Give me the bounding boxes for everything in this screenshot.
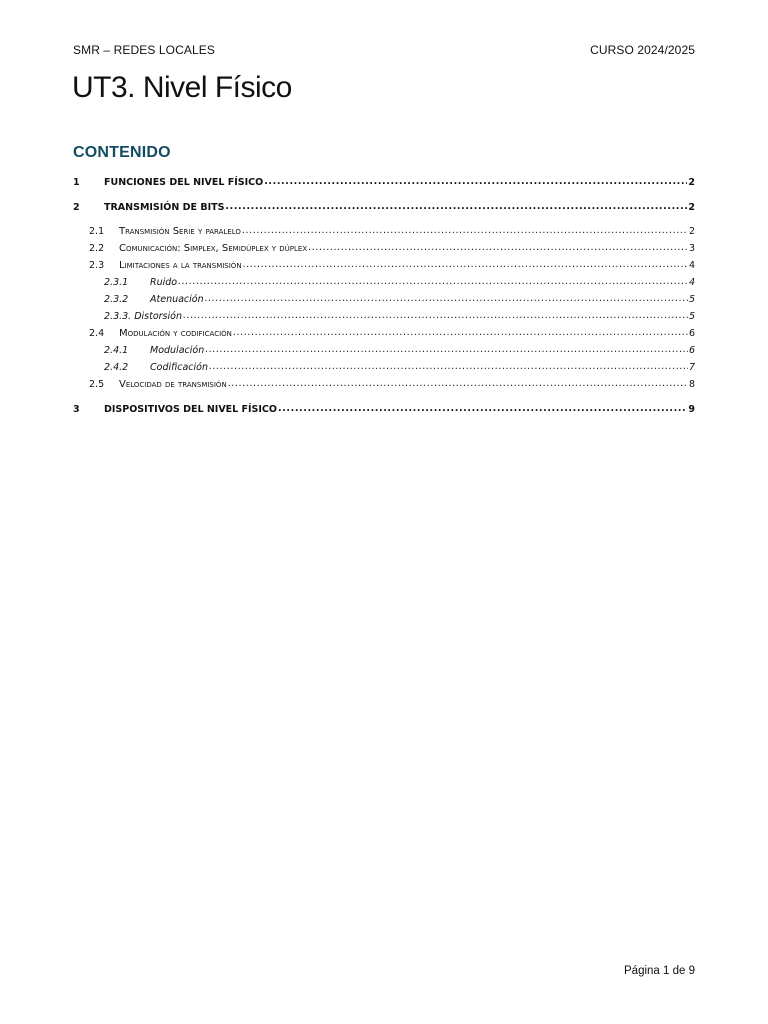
toc-entry-number: 2.1 [89, 226, 105, 237]
toc-entry-page: 2 [688, 177, 695, 188]
toc-entry[interactable] [73, 306, 695, 322]
toc-dot-leader [233, 327, 688, 339]
toc-entry-number: 2.4.1 [104, 345, 129, 356]
toc-entry[interactable] [73, 238, 695, 254]
toc-entry-title: TRANSMISIÓN DE BITS [104, 202, 225, 213]
toc-entry-title: Transmisión Serie y paralelo [119, 226, 241, 237]
toc-entry-number: 1 [73, 177, 80, 188]
toc-dot-leader [183, 310, 688, 322]
toc-entry-number: 2.3.3. [104, 311, 132, 322]
toc-entry-number: 2.3.1 [104, 277, 129, 288]
toc-entry[interactable] [73, 399, 695, 415]
toc-entry-page: 6 [688, 328, 695, 339]
toc-entry-title: Velocidad de transmisión [119, 379, 227, 390]
toc-entry-title: Comunicación: Simplex, Semidúplex y dúplex [119, 243, 308, 254]
toc-entry[interactable] [73, 357, 695, 373]
toc-entry-title: Modulación [150, 345, 205, 356]
header-school-year: CURSO 2024/2025 [590, 43, 695, 57]
toc-entry-page: 2 [688, 202, 695, 213]
toc-dot-leader [205, 344, 688, 356]
toc-entry-page: 5 [688, 311, 695, 322]
toc-entry[interactable] [73, 172, 695, 188]
toc-entry[interactable] [73, 374, 695, 390]
toc-entry[interactable] [73, 221, 695, 237]
toc-entry-page: 9 [688, 404, 695, 415]
toc-entry-title: Codificación [150, 362, 208, 373]
toc-dot-leader [264, 176, 687, 188]
toc-entry[interactable] [73, 272, 695, 288]
toc-entry-number: 2.4.2 [104, 362, 129, 373]
toc-dot-leader [242, 225, 688, 237]
toc-entry-title: DISPOSITIVOS DEL NIVEL FÍSICO [104, 404, 277, 415]
toc-entry-page: 7 [688, 362, 695, 373]
toc-entry[interactable] [73, 340, 695, 356]
toc-dot-leader [243, 259, 688, 271]
toc-entry-page: 4 [688, 260, 695, 271]
toc-entry-page: 5 [688, 294, 695, 305]
toc-entry-title: Distorsión [134, 311, 182, 322]
toc-dot-leader [178, 276, 688, 288]
toc-entry-page: 8 [688, 379, 695, 390]
toc-entry-title: Atenuación [150, 294, 204, 305]
toc-entry-title: Limitaciones a la transmisión [119, 260, 242, 271]
toc-entry-page: 6 [688, 345, 695, 356]
toc-entry-number: 3 [73, 404, 80, 415]
toc-dot-leader [278, 403, 687, 415]
toc-entry-page: 3 [688, 243, 695, 254]
footer-page-number: Página 1 de 9 [624, 965, 695, 977]
toc-entry-number: 2.4 [89, 328, 105, 339]
toc-dot-leader [225, 201, 687, 213]
toc-entry-title: Modulación y codificación [119, 328, 232, 339]
toc-heading: CONTENIDO [73, 144, 171, 161]
toc-entry-number: 2.5 [89, 379, 105, 390]
toc-dot-leader [209, 361, 688, 373]
toc-entry-page: 2 [688, 226, 695, 237]
toc-entry[interactable] [73, 197, 695, 213]
toc-dot-leader [228, 378, 688, 390]
toc-entry[interactable] [73, 323, 695, 339]
toc-entry[interactable] [73, 289, 695, 305]
toc-entry-number: 2 [73, 202, 80, 213]
header-course-name: SMR – REDES LOCALES [73, 43, 215, 57]
toc-dot-leader [308, 242, 688, 254]
toc-entry-number: 2.3.2 [104, 294, 129, 305]
toc-dot-leader [205, 293, 688, 305]
toc-entry-title: Ruido [150, 277, 178, 288]
toc-entry-page: 4 [688, 277, 695, 288]
toc-entry-title: FUNCIONES DEL NIVEL FÍSICO [104, 177, 264, 188]
document-title: UT3. Nivel Físico [72, 71, 292, 104]
toc-entry-number: 2.2 [89, 243, 105, 254]
toc-entry-number: 2.3 [89, 260, 105, 271]
toc-entry[interactable] [73, 255, 695, 271]
